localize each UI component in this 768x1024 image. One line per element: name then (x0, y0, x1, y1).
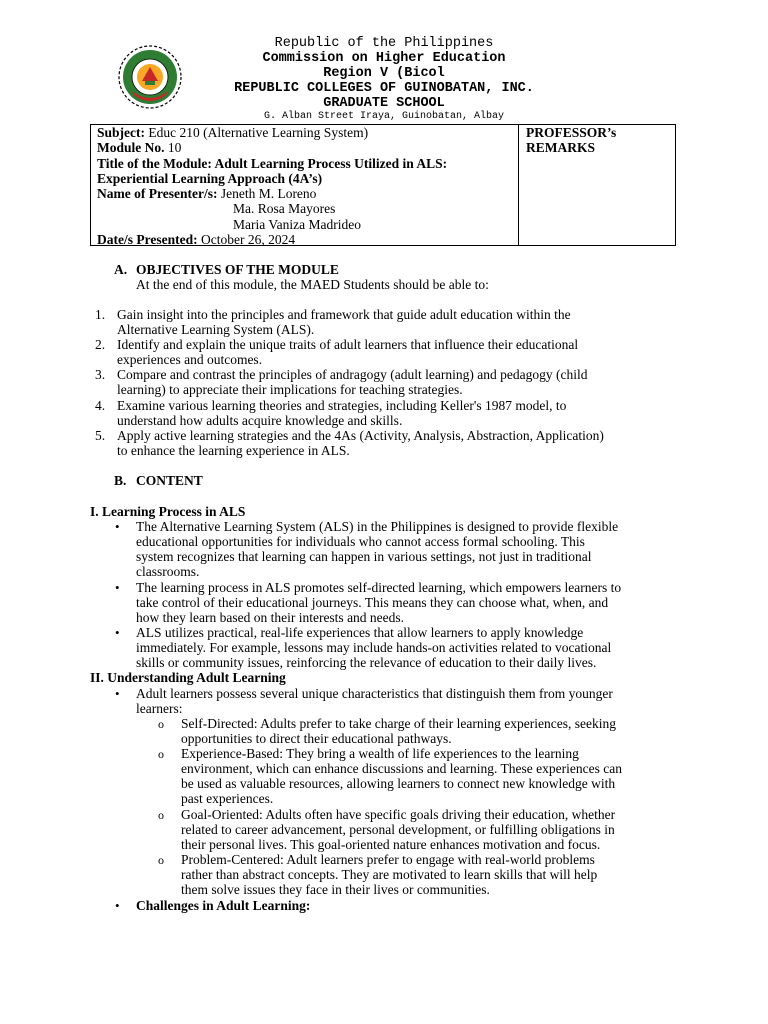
presenter-label: Name of Presenter/s: (97, 186, 218, 202)
bullet-text-line: learners: (136, 701, 183, 716)
header-address: G. Alban Street Iraya, Guinobatan, Albay (263, 111, 505, 122)
bullet-text-line: educational opportunities for individuals who cannot access formal schooling. This (136, 534, 585, 549)
sub-item-text-line: related to career advancement, personal development, or fulfilling obligations in (181, 822, 615, 837)
header-graduate-school: GRADUATE SCHOOL (323, 96, 445, 111)
sub-item-text-line: be used as valuable resources, allowing learners to connect new knowledge with (181, 776, 616, 791)
objective-number: 4. (95, 398, 106, 413)
module-label: Module No. (97, 140, 165, 156)
bullet-icon: • (115, 686, 120, 701)
bullet-text-line: system recognizes that learning can happen in various settings, not just in traditional (136, 549, 592, 564)
sub-bullet-marker: o (158, 808, 164, 822)
header-college: REPUBLIC COLLEGES OF GUINOBATAN, INC. (234, 81, 534, 96)
sub-item-text-line: Self-Directed: Adults prefer to take charge of their learning experiences, seeking (181, 716, 616, 731)
section-title-understanding-adult-learning: II. Understanding Adult Learning (90, 670, 286, 685)
bullet-icon: • (115, 898, 120, 913)
presenter-row (97, 186, 518, 201)
objective-text-line: Compare and contrast the principles of andragogy (adult learning) and pedagogy (child (117, 367, 588, 382)
sub-item-text-line: rather than abstract concepts. They are motivated to learn skills that will help (181, 867, 598, 882)
content-heading: CONTENT (136, 473, 203, 488)
objectives-intro: At the end of this module, the MAED Students should be able to: (136, 277, 489, 292)
bullet-icon: • (115, 580, 120, 595)
sub-item-text-line: opportunities to direct their educational pathways. (181, 731, 452, 746)
sub-item-text-line: environment, which can enhance discussions and learning. These experiences can (181, 761, 622, 776)
school-seal-icon (118, 45, 182, 109)
bullet-text-line: immediately. For example, lessons may include hands-on activities related to vocational (136, 640, 612, 655)
sub-item-text-line: Experience-Based: They bring a wealth of life experiences to the learning (181, 746, 579, 761)
module-value: 10 (167, 140, 182, 156)
bullet-text-line: how they learn based on their interests and needs. (136, 610, 405, 625)
module-title-line1: Title of the Module: Adult Learning Process Utilized in ALS: (97, 155, 448, 171)
bullet-text-line: take control of their educational journeys. This means they can choose what, when, and (136, 595, 609, 610)
professor-remarks-cell (520, 125, 675, 156)
bullet-text-line: classrooms. (136, 564, 200, 579)
objective-text-line: Apply active learning strategies and the 4As (Activity, Analysis, Abstraction, Application) (117, 428, 604, 443)
bullet-text-line: Adult learners possess several unique characteristics that distinguish them from younger (136, 686, 613, 701)
objective-text-line: understand how adults acquire knowledge and skills. (117, 413, 403, 428)
objective-text-line: Identify and explain the unique traits of adult learners that influence their educational (117, 337, 579, 352)
sub-item-text-line: their personal lives. This goal-oriented nature enhances motivation and focus. (181, 837, 601, 852)
module-title-line2: Experiential Learning Approach (4A’s) (97, 170, 323, 186)
objective-number: 1. (95, 307, 106, 322)
date-row (97, 232, 518, 247)
sub-item-text-line: Problem-Centered: Adult learners prefer to engage with real-world problems (181, 852, 595, 867)
presenter-name-2: Ma. Rosa Mayores (233, 201, 336, 217)
module-info-cell (91, 125, 519, 248)
bullet-text-line: ALS utilizes practical, real-life experiences that allow learners to apply knowledge (136, 625, 584, 640)
sub-item-text-line: past experiences. (181, 791, 274, 806)
header-region: Region V (Bicol (323, 66, 445, 81)
challenges-heading: Challenges in Adult Learning: (136, 898, 311, 913)
module-info-table (90, 124, 676, 246)
header-republic: Republic of the Philippines (274, 36, 494, 51)
bullet-text-line: skills or community issues, reinforcing the relevance of education to their daily lives. (136, 655, 597, 670)
remarks-label-line2: REMARKS (526, 140, 596, 156)
date-label: Date/s Presented: (97, 232, 198, 248)
header-commission: Commission on Higher Education (262, 51, 506, 66)
content-letter: B. (114, 473, 127, 488)
bullet-icon: • (115, 625, 120, 640)
objectives-letter: A. (114, 262, 128, 277)
subject-value: Educ 210 (Alternative Learning System) (148, 125, 369, 140)
objective-text-line: Alternative Learning System (ALS). (117, 322, 315, 337)
sub-item-text-line: Goal-Oriented: Adults often have specific goals driving their education, whether (181, 807, 616, 822)
sub-bullet-marker: o (158, 717, 164, 731)
section-title-learning-process: I. Learning Process in ALS (90, 504, 246, 519)
sub-bullet-marker: o (158, 747, 164, 761)
objective-number: 3. (95, 367, 106, 382)
objective-number: 5. (95, 428, 106, 443)
subject-row (97, 125, 518, 140)
presenter-name-3: Maria Vaniza Madrideo (233, 216, 361, 232)
sub-bullet-marker: o (158, 853, 164, 867)
date-value: October 26, 2024 (200, 232, 296, 248)
sub-item-text-line: them solve issues they face in their lives or communities. (181, 882, 490, 897)
bullet-icon: • (115, 519, 120, 534)
objectives-heading: OBJECTIVES OF THE MODULE (136, 262, 339, 277)
bullet-text-line: The Alternative Learning System (ALS) in the Philippines is designed to provide flexible (136, 519, 619, 534)
objective-text-line: to enhance the learning experience in ALS. (117, 443, 350, 458)
objective-text-line: Examine various learning theories and strategies, including Keller's 1987 model, to (117, 398, 567, 413)
objective-text-line: learning) to appreciate their implications for teaching strategies. (117, 382, 463, 397)
bullet-text-line: The learning process in ALS promotes self-directed learning, which empowers learners to (136, 580, 622, 595)
remarks-label-line1: PROFESSOR’s (526, 125, 617, 140)
objective-text-line: Gain insight into the principles and framework that guide adult education within the (117, 307, 571, 322)
presenter-name-1: Jeneth M. Loreno (220, 186, 317, 202)
module-row (97, 140, 518, 155)
document-header (0, 36, 768, 123)
subject-label: Subject: (97, 125, 145, 140)
objective-text-line: experiences and outcomes. (117, 352, 263, 367)
objective-number: 2. (95, 337, 106, 352)
